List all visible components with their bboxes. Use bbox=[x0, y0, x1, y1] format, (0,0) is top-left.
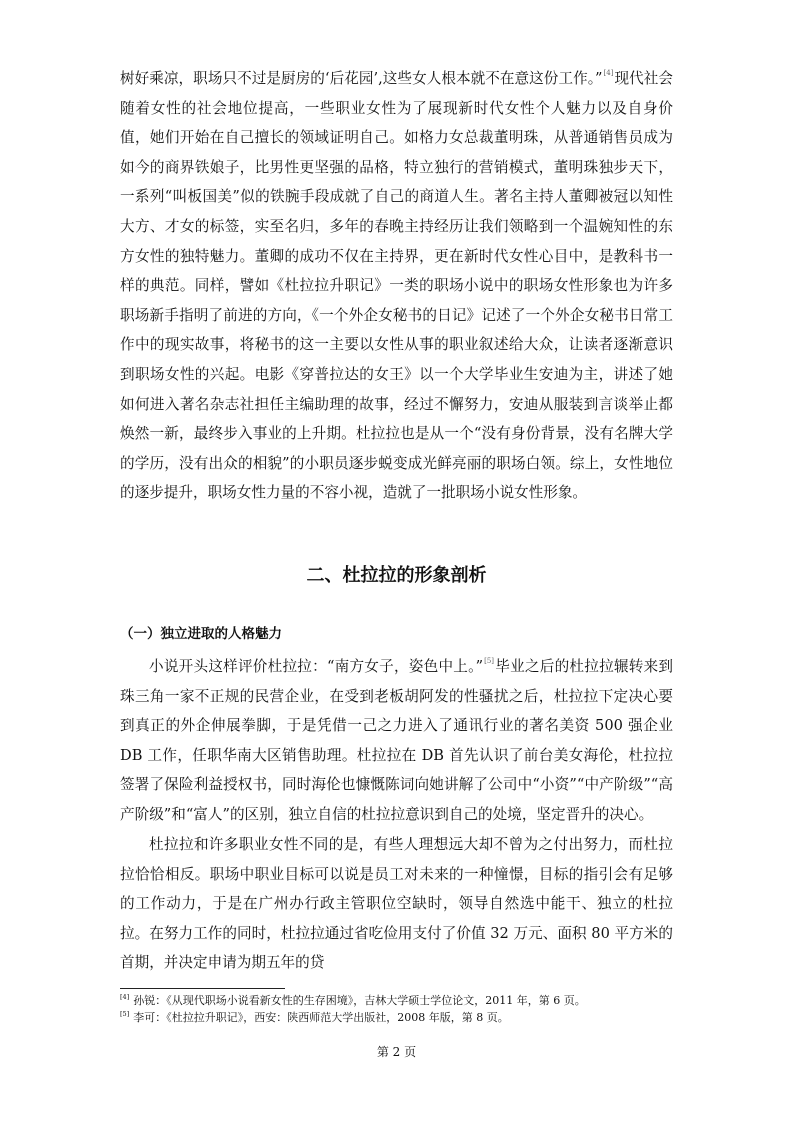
body-paragraph-3: 杜拉拉和许多职业女性不同的是，有些人理想远大却不曾为之付出努力，而杜拉拉恰恰相反。职场中职业目标可以说是员工对未来的一种憧憬，目标的指引会有足够的工作动力，于是在广州办行政主管职位空缺时，领导自然选中能干、独立的杜拉拉。在努力工作的同时，杜拉拉通过省吃俭用支付了价值 32 万元、面积 80 平方米的首期，并决定申请为期五年的贷 bbox=[120, 836, 673, 972]
footnote-ref-5[interactable]: [5] bbox=[484, 657, 495, 665]
footnote-divider bbox=[120, 988, 285, 989]
paragraph-text: 树好乘凉，职场只不过是厨房的‘后花园’,这些女人根本就不在意这份工作。” bbox=[120, 70, 603, 87]
footnote-ref-4[interactable]: [4] bbox=[603, 69, 614, 77]
paragraph-text: 现代社会随着女性的社会地位提高，一些职业女性为了展现新时代女性个人魅力以及自身价值，她们开始在自己擅长的领域证明自己。如格力女总裁董明珠，从普通销售员成为如今的商界铁娘子，比男性更坚强的品格，特立独行的营销模式，董明珠独步天下，一系列“叫板国美”似的铁腕手段成就了自己的商道人生。著名主持人董卿被冠以知性大方、才女的标签，实至名归，多年的春晚主持经历让我们领略到一个温婉知性的东方女性的独特魅力。董卿的成功不仅在主持界，更在新时代女性心目中，是教科书一样的典范。同样，譬如《杜拉拉升职记》一类的职场小说中的职场女性形象也为许多职场新手指明了前进的方向，《一个外企女秘书的日记》记述了一个外企女秘书日常工作中的现实故事，将秘书的这一主要以女性从事的职业叙述给大众，让读者逐渐意识到职场女性的兴起。电影《穿普拉达的女王》以一个大学毕业生安迪为主，讲述了她如何进入著名杂志社担任主编助理的故事，经过不懈努力，安迪从服装到言谈举止都焕然一新，最终步入事业的上升期。杜拉拉也是从一个“没有身份背景，没有名牌大学的学历，没有出众的相貌”的小职员逐步蜕变成光鲜亮丽的职场白领。综上，女性地位的逐步提升，职场女性力量的不容小视，造就了一批职场小说女性形象。 bbox=[120, 70, 673, 502]
footnote-text: 李可：《杜拉拉升职记》，西安：陕西师范大学出版社，2008 年版，第 8 页。 bbox=[133, 1011, 509, 1024]
footnote-4 bbox=[120, 994, 586, 1008]
subsection-heading: （一）独立进取的人格魅力 bbox=[120, 626, 282, 642]
footnote-text: 孙锐：《从现代职场小说看新女性的生存困境》，吉林大学硕士学位论文，2011 年，第 6 页。 bbox=[133, 994, 586, 1007]
page-number: 第 2 页 bbox=[376, 1045, 417, 1059]
body-paragraph-1 bbox=[120, 64, 673, 508]
footnote-mark: [4] bbox=[120, 993, 130, 1001]
section-heading: 二、杜拉拉的形象剖析 bbox=[306, 565, 487, 586]
footnote-mark: [5] bbox=[120, 1010, 130, 1018]
footnote-5 bbox=[120, 1011, 509, 1025]
paragraph-text: 毕业之后的杜拉拉辗转来到珠三角一家不正规的民营企业，在受到老板胡阿发的性骚扰之后，杜拉拉下定决心要到真正的外企伸展拳脚，于是凭借一己之力进入了通讯行业的著名美资 500 强企业 DB 工作，任职华南大区销售助理。杜拉拉在 DB 首先认识了前台美女海伦，杜拉拉签署了保险利益授权书，同时海伦也慷慨陈词向她讲解了公司中“小资”“中产阶级”“高产阶级”和“富人”的区别，独立自信的杜拉拉意识到自己的处境，坚定晋升的决心。 bbox=[120, 658, 673, 823]
paragraph-text: 小说开头这样评价杜拉拉：“南方女子，姿色中上。” bbox=[149, 658, 484, 675]
body-paragraph-2 bbox=[120, 652, 673, 830]
